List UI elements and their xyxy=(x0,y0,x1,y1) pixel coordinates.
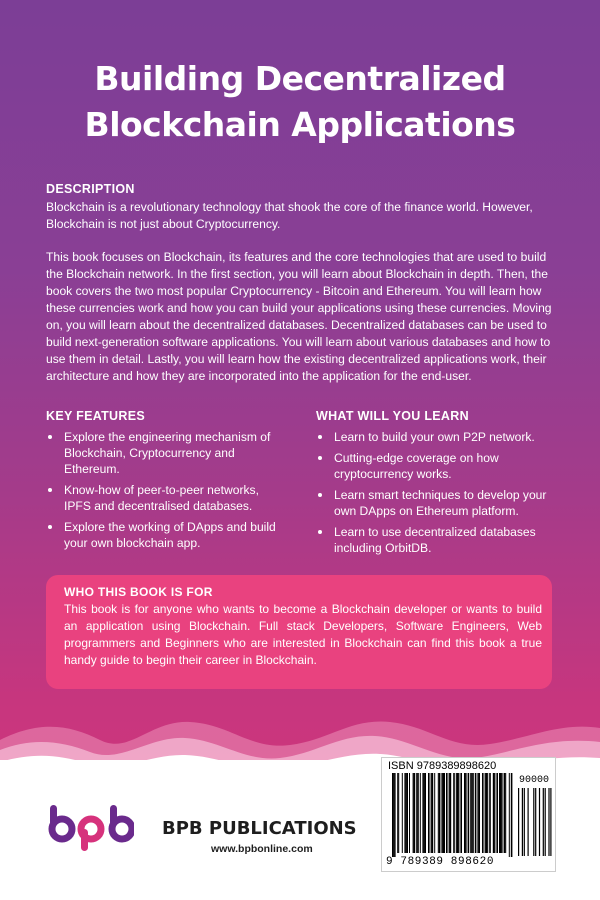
barcode-addon-bar xyxy=(543,788,544,856)
publisher-url: www.bpbonline.com xyxy=(211,843,313,855)
barcode-addon-bar xyxy=(550,788,551,856)
barcode-bar xyxy=(466,773,467,853)
barcode-bar xyxy=(511,773,513,857)
barcode-bar xyxy=(471,773,473,853)
barcode-bar xyxy=(478,773,480,853)
barcode-panel xyxy=(381,757,556,872)
list-item: Explore the engineering mechanism of Blockchain, Cryptocurrency and Ethereum. xyxy=(46,429,286,477)
barcode-bar xyxy=(509,773,510,857)
barcode-addon-bar xyxy=(535,788,536,856)
description-paragraph-2: This book focuses on Blockchain, its features and the core technologies that are used to build the Blockchain network. In the first section, you will learn about Blockchain in depth. Then, the book covers the two most popular Cryptocurrency - Bitcoin and Ethereum. You will learn how these currencies work and how you can build your applications using these currencies. Moving on, you will learn about the decentralized databases. Decentralized databases can be used to build next-generation software applications. You will learn about various databases and how to use them in detail. Lastly, you will learn how the existing decentralized applications work, their architecture and how they are incorporated into the application for the end-user. xyxy=(46,250,552,383)
bpb-logo-icon xyxy=(48,805,134,851)
barcode-bar xyxy=(505,773,506,853)
list-item: Learn to build your own P2P network. xyxy=(316,429,556,445)
barcode-bar xyxy=(468,773,470,853)
isbn-label: ISBN 9789389898620 xyxy=(388,760,497,772)
barcode-bar xyxy=(414,773,416,853)
barcode-bar xyxy=(434,773,435,853)
barcode-bar xyxy=(394,773,395,857)
barcode-bar xyxy=(442,773,444,853)
barcode-bar xyxy=(457,773,459,853)
description-heading: DESCRIPTION xyxy=(46,182,135,196)
list-item: Explore the working of DApps and build your own blockchain app. xyxy=(46,519,286,551)
barcode-bar xyxy=(397,773,398,853)
barcode-bar xyxy=(475,773,477,853)
publisher-name: BPB PUBLICATIONS xyxy=(162,818,357,839)
audience-heading: WHO THIS BOOK IS FOR xyxy=(64,585,213,599)
barcode-bar xyxy=(392,773,394,857)
title-line-1: Building Decentralized xyxy=(94,59,506,98)
key-features-section xyxy=(46,409,286,556)
audience-box xyxy=(46,575,552,689)
key-features-heading: KEY FEATURES xyxy=(46,409,145,423)
book-title xyxy=(0,56,600,148)
barcode-bar xyxy=(446,773,448,853)
barcode-addon-bar xyxy=(533,788,534,856)
barcode-addon-bar xyxy=(524,788,525,856)
barcode-bar xyxy=(398,773,399,853)
barcode-addon-bar xyxy=(545,788,546,856)
barcode-bar xyxy=(409,773,410,853)
barcode-bar xyxy=(487,773,488,853)
barcode-digits: 9 789389 898620 xyxy=(386,856,495,868)
barcode-bar xyxy=(456,773,457,853)
what-you-learn-list xyxy=(316,429,556,556)
barcode-bar xyxy=(417,773,419,853)
barcode-addon-bar xyxy=(522,788,523,856)
barcode-bar xyxy=(486,773,488,853)
barcode-bar xyxy=(500,773,502,853)
barcode-bar xyxy=(499,773,500,853)
barcode-bar xyxy=(404,773,405,853)
price-code: 90000 xyxy=(518,775,549,786)
barcode-bar xyxy=(428,773,430,853)
what-you-learn-section xyxy=(316,409,556,561)
barcode-addon-bar xyxy=(548,788,549,856)
barcode-addon-bar xyxy=(528,788,529,856)
description-section xyxy=(46,182,558,385)
barcode-bar xyxy=(431,773,432,853)
barcode-bar xyxy=(453,773,455,853)
barcode-bar xyxy=(406,773,408,853)
barcode-bar xyxy=(405,773,406,853)
barcode-bar xyxy=(395,773,396,857)
barcode-bar xyxy=(477,773,478,853)
barcode-bar xyxy=(432,773,434,853)
audience-text: This book is for anyone who wants to become a Blockchain developer or wants to build an application using Blockchain. Full stack Developers, Software Engineers, Web programmers and Beginners who are interested in Blockchain can find this book a true handy guide to begin their career in Blockchain. xyxy=(64,602,542,667)
barcode-bar xyxy=(441,773,442,853)
barcode-bar xyxy=(402,773,403,853)
barcode-addon-bar xyxy=(518,788,519,856)
barcode-bar xyxy=(493,773,495,853)
barcode-bar xyxy=(494,773,495,853)
barcode-bar xyxy=(470,773,471,853)
list-item: Learn to use decentralized databases including OrbitDB. xyxy=(316,524,556,556)
description-paragraph-1: Blockchain is a revolutionary technology that shook the core of the finance world. However, Blockchain is not just about Cryptocurrency. xyxy=(46,200,533,231)
barcode-bar xyxy=(449,773,450,853)
barcode-bar xyxy=(504,773,506,853)
barcode-bar xyxy=(450,773,452,853)
barcode-bar xyxy=(416,773,417,853)
list-item: Learn smart techniques to develop your own DApps on Ethereum platform. xyxy=(316,487,556,519)
barcode-bar xyxy=(473,773,474,853)
key-features-list xyxy=(46,429,286,551)
barcode-bar xyxy=(502,773,503,853)
barcode-bar xyxy=(489,773,491,853)
barcode-bar xyxy=(420,773,421,853)
barcode-bar xyxy=(458,773,459,853)
barcode-bar xyxy=(496,773,498,853)
list-item: Cutting-edge coverage on how cryptocurrency works. xyxy=(316,450,556,482)
what-you-learn-heading: WHAT WILL YOU LEARN xyxy=(316,409,469,423)
barcode-bar xyxy=(485,773,486,853)
barcode-bar xyxy=(413,773,414,853)
barcode-bar xyxy=(460,773,462,853)
barcode-bar xyxy=(424,773,426,853)
barcode-bar xyxy=(423,773,424,853)
barcode-bar xyxy=(422,773,423,853)
barcode-bar xyxy=(438,773,439,853)
list-item: Know-how of peer-to-peer networks, IPFS and decentralised databases. xyxy=(46,482,286,514)
barcode-bar xyxy=(439,773,441,853)
title-line-2: Blockchain Applications xyxy=(84,105,516,144)
barcode-bar xyxy=(464,773,466,853)
barcode-bar xyxy=(482,773,484,853)
barcode-bar xyxy=(444,773,445,853)
barcode-addon-bar xyxy=(539,788,540,856)
